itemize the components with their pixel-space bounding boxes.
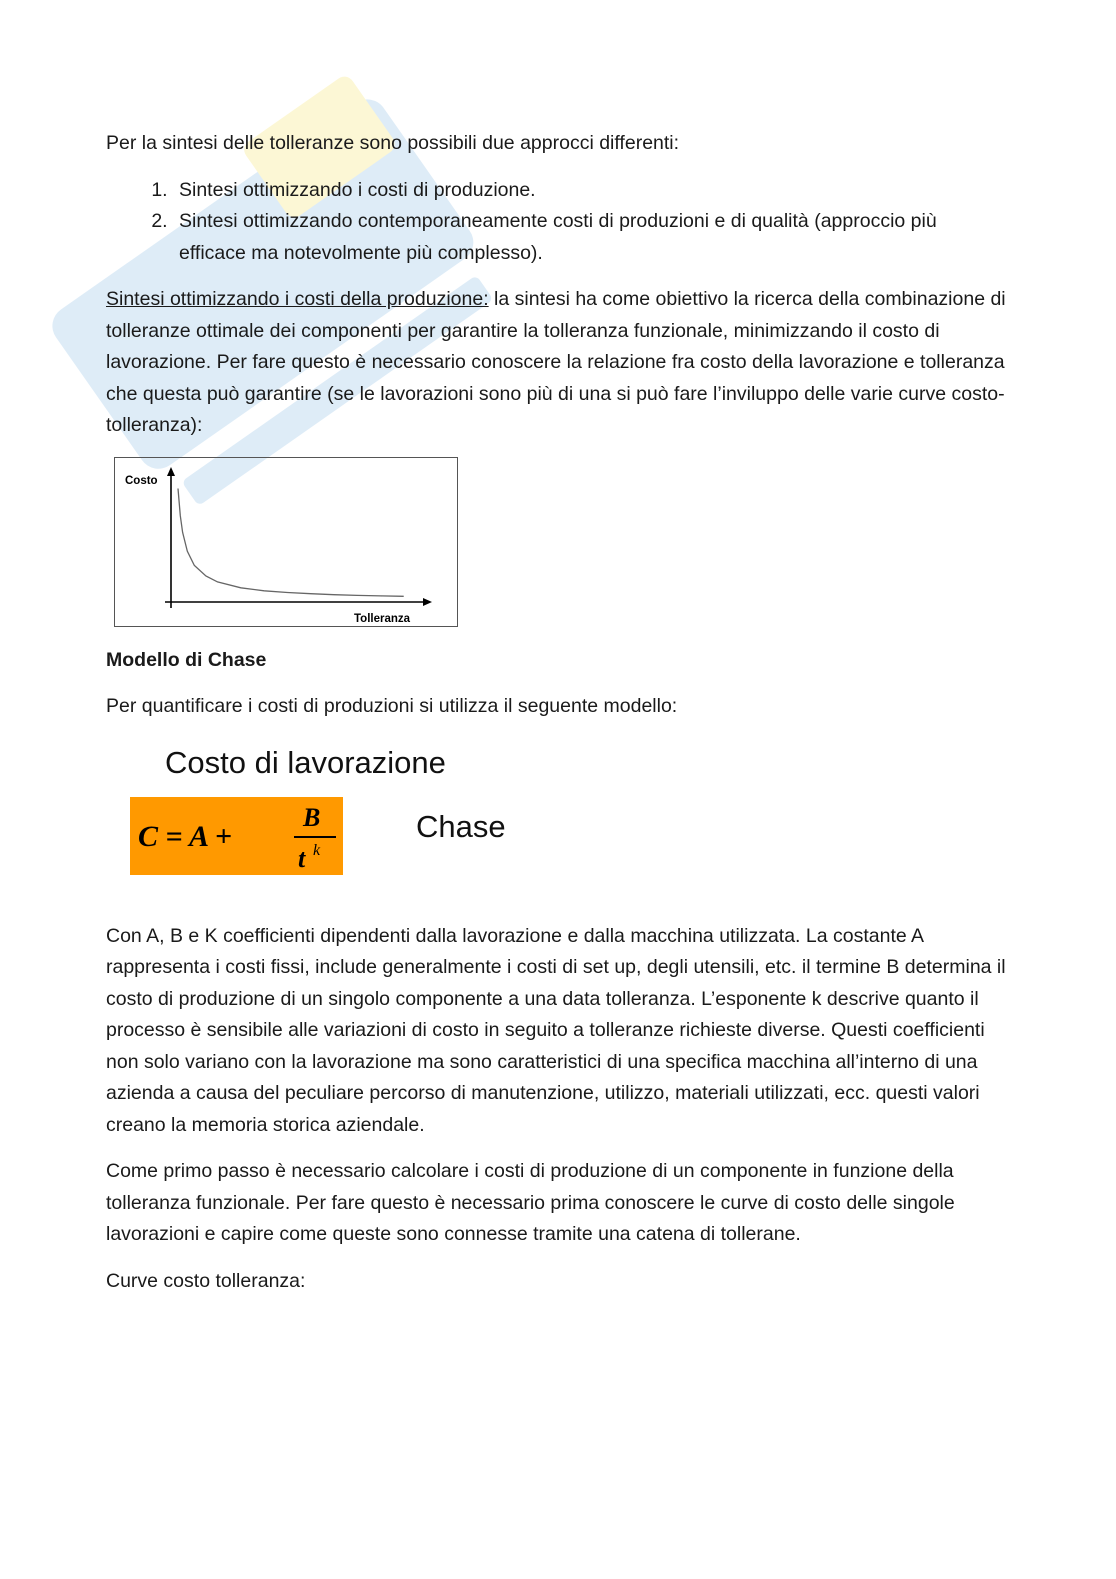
curves-label: Curve costo tolleranza:: [106, 1269, 306, 1292]
section-heading: Modello di Chase: [106, 648, 267, 671]
cost-tolerance-chart: [114, 457, 458, 627]
approaches-list: [106, 175, 1006, 270]
formula-lhs: C = A +: [138, 819, 232, 853]
formula-intro: Per quantificare i costi di produzioni si utilizza il seguente modello:: [106, 695, 678, 717]
cost-curve: [178, 488, 404, 596]
formula-name: Chase: [416, 808, 506, 844]
chase-formula-figure: [130, 745, 1006, 895]
section1-underlined-heading: Sintesi ottimizzando i costi della produzione:: [106, 288, 489, 310]
formula-exponent: k: [313, 841, 321, 859]
x-axis-label: Tolleranza: [354, 612, 411, 625]
intro-paragraph: Per la sintesi delle tolleranze sono possibili due approcci differenti:: [106, 132, 680, 154]
list-item: 1. Sintesi ottimizzando i costi di produzione.: [173, 175, 1006, 207]
section1-paragraph: [106, 284, 1006, 442]
document-page: [106, 128, 1006, 1312]
section1-text: la sintesi ha come obiettivo la ricerca della combinazione di tolleranze ottimale dei componenti per garantire la tolleranza funzionale, minimizzando il costo di lavorazione. Per fare questo è necessario conoscere la relazione fra costo della lavorazione e tolleranza che questa può garantire (se le lavorazioni sono più di una si può fare l’inviluppo delle varie curve costo-tolleranza):: [106, 288, 1006, 436]
y-axis-arrow: [167, 467, 175, 476]
list-item: 2. Sintesi ottimizzando contemporaneamente costi di produzioni e di qualità (approccio più efficace ma notevolmente più complesso).: [173, 206, 1006, 269]
coefficients-paragraph: Con A, B e K coefficienti dipendenti dalla lavorazione e dalla macchina utilizzata. La costante A rappresenta i costi fissi, include generalmente i costi di set up, degli utensili, etc. il termine B determina il costo di produzione di un singolo componente a una data tolleranza. L’esponente k descrive quanto il processo è sensibile alle variazioni di costo in seguito a tolleranze richieste diverse. Questi coefficienti non solo variano con la lavorazione ma sono caratteristici di una specifica macchina all’interno di una azienda a causa del peculiare percorso di manutenzione, utilizzo, materiali utilizzati, ecc. questi valori creano la memoria storica aziendale.: [106, 924, 1006, 1136]
formula-title: Costo di lavorazione: [165, 744, 446, 780]
y-axis-label: Costo: [125, 474, 158, 487]
formula-numerator: B: [303, 802, 321, 832]
formula-box: [130, 797, 343, 875]
formula-svg: [130, 797, 343, 875]
x-axis-arrow: [423, 598, 432, 606]
first-step-paragraph: Come primo passo è necessario calcolare i costi di produzione di un componente in funzione della tolleranza funzionale. Per fare questo è necessario prima conoscere le curve di costo delle singole lavorazioni e capire come queste sono connesse tramite una catena di tollerane.: [106, 1160, 955, 1245]
chart-svg: [115, 458, 457, 626]
formula-denominator: t: [298, 843, 306, 873]
